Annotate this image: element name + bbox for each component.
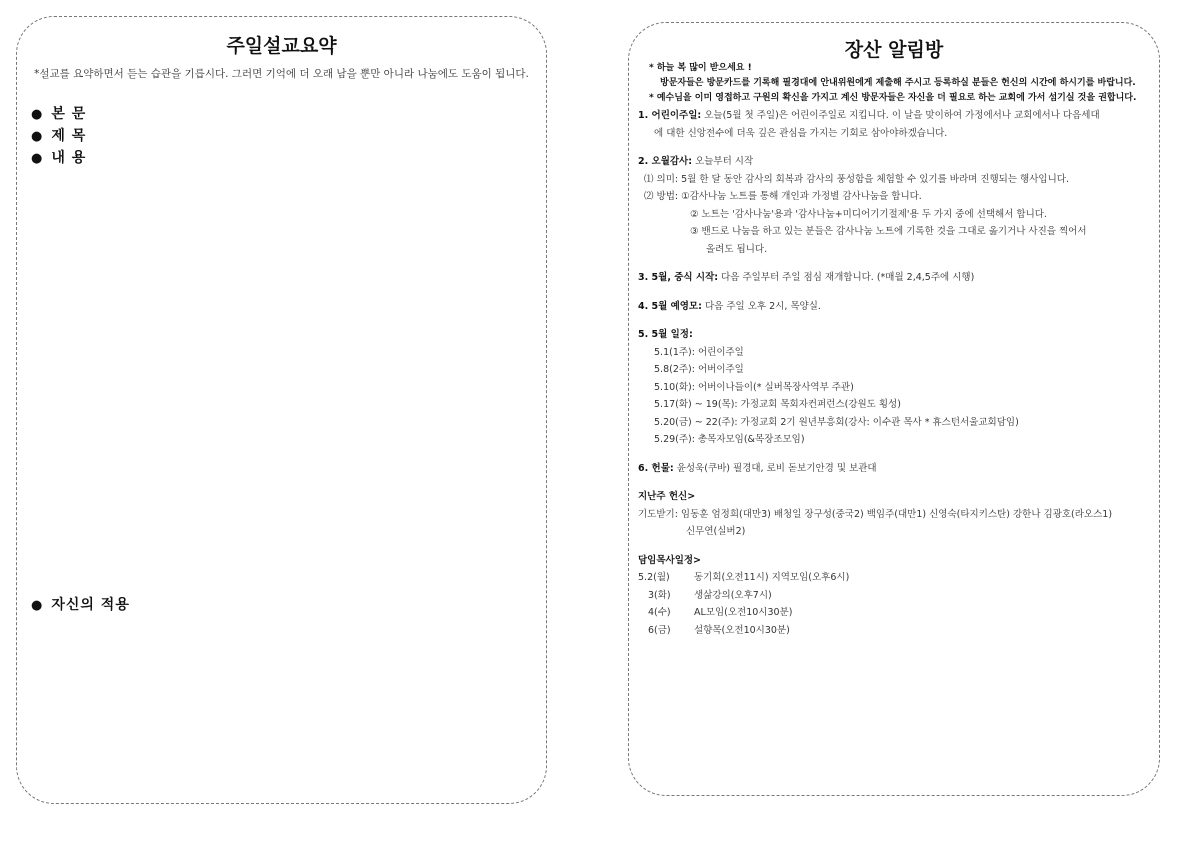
list-item: 5.1(1주): 어린이주일 bbox=[654, 346, 744, 358]
notice-greeting: * 하늘 복 많이 받으세요 ! bbox=[649, 63, 752, 73]
bullet-dot: ● bbox=[31, 151, 44, 166]
pastor-schedule-section bbox=[638, 552, 1149, 640]
list-item: 5.10(화): 어버이나들이(* 실버목장사역부 주관) bbox=[654, 381, 854, 393]
bullet-dot: ● bbox=[31, 107, 44, 122]
schedule-row: 4(수) AL모임(오전10시30분) bbox=[648, 607, 793, 618]
bullet-scripture: ● 본 문 bbox=[31, 106, 87, 122]
sermon-summary-panel bbox=[16, 16, 547, 804]
list-item: 5.29(주): 총목자모임(&목장조모임) bbox=[654, 434, 805, 445]
bullet-title: ● 제 목 bbox=[31, 128, 87, 144]
announcement-list bbox=[638, 107, 1149, 650]
announcements-panel bbox=[628, 22, 1160, 796]
notice-visitor-card: 방문자들은 방문카드를 기록해 필경대에 안내위원에게 제출해 주시고 등록하실 분들은 헌신의 시간에 하시기를 바랍니다. bbox=[660, 78, 1136, 88]
schedule-row: 3(화) 생삶강의(오후7시) bbox=[648, 589, 772, 601]
announcement-donation: 6. 헌물: 윤성욱(쿠바) 필경대, 로비 돋보기안경 및 보관대 bbox=[638, 462, 877, 474]
offering-section bbox=[638, 488, 1149, 541]
schedule-row: 5.2(월) 동기회(오전11시) 지역모임(오후6시) bbox=[638, 572, 850, 583]
list-item: 5.20(금) ~ 22(주): 가정교회 2기 원년부흥회(강사: 이수관 목사 * 휴스턴서울교회담임) bbox=[654, 416, 1019, 428]
announcement-may-schedule: 5. 5월 일정: 5.1(1주): 어린이주일 5.8(2주): 어버이주일 5.10(화): 어버이나들이(* 실버목장사역부 주관) 5.17(화) ~ 19(목): 가정교회 목회자컨퍼런스(강원도 횡성) 5.20(금) ~ 22(주): 가정교회 2기 원년부흥회(강사: 이수관 목사 * 휴스턴서울교회담임) 5.29(주): 총목자모임(&목장조모임) bbox=[638, 326, 1149, 449]
list-item: 5.17(화) ~ 19(목): 가정교회 목회자컨퍼런스(강원도 횡성) bbox=[654, 399, 901, 410]
bullet-dot: ● bbox=[31, 598, 44, 613]
list-item: 5.8(2주): 어버이주일 bbox=[654, 364, 744, 375]
bullet-content: ● 내 용 bbox=[31, 150, 87, 166]
bullet-application: ● 자신의 적용 bbox=[31, 597, 130, 613]
offering-line: 기도받기: 임동훈 엄정희(대만3) 배청일 장구성(중국2) 백임주(대만1) 신영숙(타지키스탄) 강한나 김광호(라오스1) bbox=[638, 508, 1113, 520]
habit-note: *설교를 요약하면서 듣는 습관을 기릅시다. 그러면 기억에 더 오래 남을 뿐만 아니라 나눔에도 도움이 됩니다. bbox=[34, 68, 529, 80]
announcement-lunch: 3. 5월, 중식 시작: 다음 주일부터 주일 점심 재개합니다. (*매월 2,4,5주에 시행) bbox=[638, 272, 975, 283]
announcement-may-thanks: 2. 오월감사: 오늘부터 시작 ⑴ 의미: 5월 한 달 동안 감사의 회복과 감사의 풍성함을 체험할 수 있기를 바라며 진행되는 행사입니다. ⑵ 방법: ①감사나눔 노트를 통해 개인과 가정별 감사나눔을 합니다. ② 노트는 '감사나눔'용과 '감사나눔+미디어기기절제'용 두 가지 중에 선택해서 합니다. ③ 밴드로 나눔을 하고 있는 분들은 감사나눔 노트에 기록한 것을 그대로 옮기거나 사진을 찍어서 올려도 됩니다. bbox=[638, 156, 1087, 255]
visitor-notice bbox=[649, 61, 1145, 106]
notice-visitor-guidance: * 예수님을 이미 영접하고 구원의 확신을 가지고 계신 방문자들은 자신을 더 필요로 하는 교회에 가서 섬기실 것을 권합니다. bbox=[649, 93, 1137, 103]
announcement-meeting: 4. 5월 예영모: 다음 주일 오후 2시, 목양실. bbox=[638, 300, 821, 312]
sermon-summary-title: 주일설교요약 bbox=[226, 35, 337, 57]
offering-title: 지난주 헌신> bbox=[638, 491, 696, 502]
announcement-childrens-day: 1. 어린이주일: 오늘(5월 첫 주일)은 어린이주일로 지킵니다. 이 날을 맞이하여 가정에서나 교회에서나 다음세대 에 대한 신앙전수에 더욱 깊은 관심을 가지는 기회로 삼아야하겠습니다. bbox=[638, 110, 1100, 139]
offering-line: 신무연(실버2) bbox=[686, 526, 746, 537]
schedule-row: 6(금) 설향목(오전10시30분) bbox=[648, 624, 790, 636]
announcements-title: 장산 알림방 bbox=[844, 39, 944, 61]
bullet-dot: ● bbox=[31, 129, 44, 144]
pastor-schedule-title: 담임목사일정> bbox=[638, 554, 702, 566]
